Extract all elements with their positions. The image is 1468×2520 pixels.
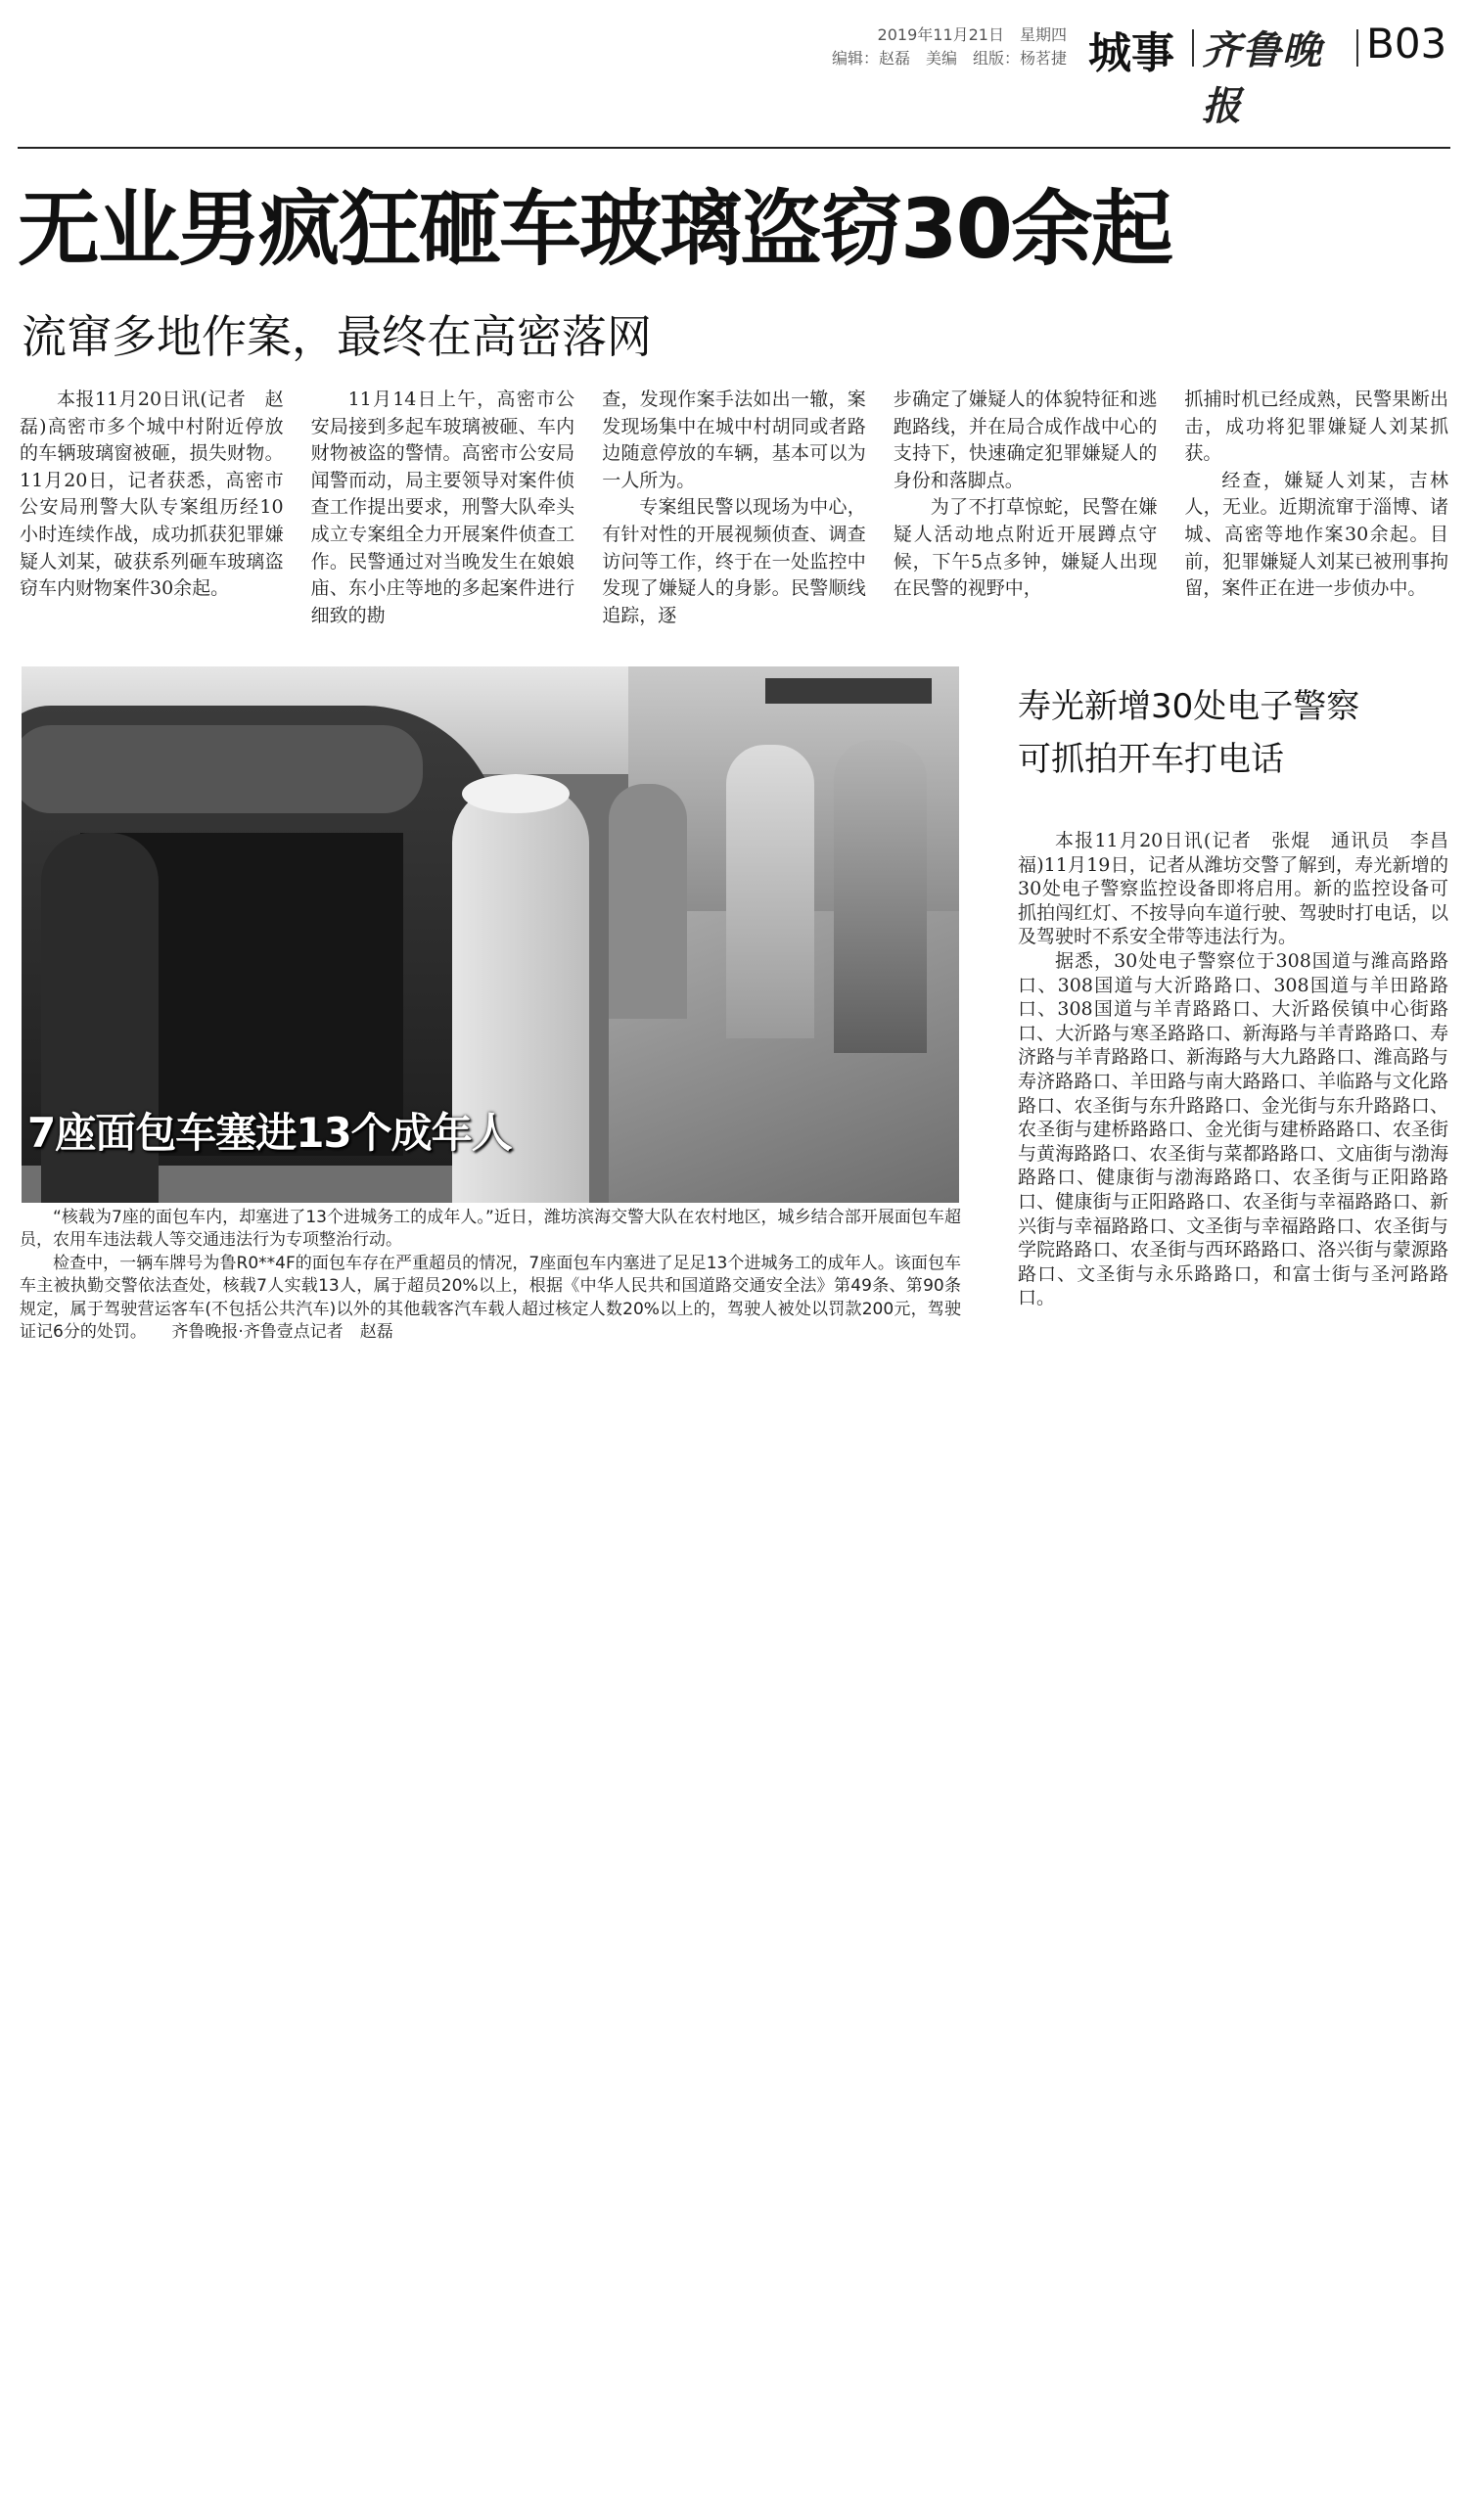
- caption-paragraph: 检查中，一辆车牌号为鲁R0**4F的面包车存在严重超员的情况，7座面包车内塞进了足足13个进城务工的成年人。该面包车车主被执勤交警依法查处，核载7人实载13人，属于超员20%以上，根据《中华人民共和国道路交通安全法》第49条、第90条规定，属于驾驶营运客车(不包括公共汽车)以外的其他载客汽车载人超过核定人数20%以上的，驾驶人被处以罚款200元，驾驶证记6分的处罚。 齐鲁晚报·齐鲁壹点记者 赵磊: [20, 1253, 961, 1343]
- caption-paragraph: “核载为7座的面包车内，却塞进了13个进城务工的成年人。”近日，潍坊滨海交警大队在农村地区，城乡结合部开展面包车超员，农用车违法载人等交通违法行为专项整治行动。: [20, 1208, 961, 1251]
- article-paragraph: 本报11月20日讯(记者 赵磊)高密市多个城中村附近停放的车辆玻璃窗被砸，损失财物。11月20日，记者获悉，高密市公安局刑警大队专案组历经10小时连续作战，成功抓获犯罪嫌疑人刘某，破获系列砸车玻璃盗窃车内财物案件30余起。: [20, 389, 284, 600]
- photo-passenger: [834, 740, 927, 1053]
- page-number: B03: [1366, 20, 1447, 68]
- side-paragraph: 本报11月20日讯(记者 张焜 通讯员 李昌福)11月19日，记者从潍坊交警了解到，寿光新增的30处电子警察监控设备即将启用。新的监控设备可抓拍闯红灯、不按导向车道行驶、驾驶时打电话，以及驾驶时不系安全带等违法行为。: [1018, 830, 1448, 948]
- side-article-title: [1018, 680, 1448, 786]
- main-headline: 无业男疯狂砸车玻璃盗窃30余起: [18, 181, 1171, 277]
- article-column-2: [311, 387, 575, 629]
- article-paragraph: 为了不打草惊蛇，民警在嫌疑人活动地点附近开展蹲点守候，下午5点多钟，嫌疑人出现在民警的视野中，: [893, 496, 1158, 600]
- newspaper-logo: 齐鲁晚报: [1202, 27, 1322, 129]
- main-article-body: [20, 387, 1448, 629]
- article-column-5: [1184, 387, 1448, 629]
- header-meta: [812, 23, 1067, 70]
- photo-overlay-caption: 7座面包车塞进13个成年人: [27, 1109, 512, 1157]
- issue-date: 2019年11月21日 星期四: [877, 25, 1067, 44]
- side-article-body: [1018, 829, 1448, 1310]
- article-paragraph: 经查，嫌疑人刘某，吉林人，无业。近期流窜于淄博、诸城、高密等地作案30余起。目前，犯罪嫌疑人刘某已被刑事拘留，案件正在进一步侦办中。: [1184, 469, 1448, 600]
- photo-shop-sign: [765, 678, 932, 704]
- news-photo: [22, 666, 959, 1203]
- photo-van-hatch: [22, 725, 423, 813]
- photo-officer-cap: [462, 774, 570, 813]
- section-name: 城事: [1088, 28, 1174, 78]
- article-paragraph: 查，发现作案手法如出一辙，案发现场集中在城中村胡同或者路边随意停放的车辆，基本可以为一人所为。: [602, 389, 866, 491]
- article-column-1: [20, 387, 284, 629]
- article-column-4: [894, 387, 1158, 629]
- article-column-3: [602, 387, 866, 629]
- header-divider: [1356, 29, 1358, 67]
- photo-caption-text: [20, 1207, 961, 1344]
- main-subheadline: 流窜多地作案，最终在高密落网: [22, 310, 652, 363]
- editors-credit: 编辑：赵磊 美编 组版：杨茗捷: [831, 49, 1067, 68]
- side-title-line: 可抓拍开车打电话: [1018, 740, 1284, 779]
- header-divider: [1192, 29, 1194, 67]
- article-paragraph: 11月14日上午，高密市公安局接到多起车玻璃被砸、车内财物被盗的警情。高密市公安局闻警而动，局主要领导对案件侦查工作提出要求，刑警大队牵头成立专案组全力开展案件侦查工作。民警通过对当晚发生在娘娘庙、东小庄等地的多起案件进行细致的勘: [310, 389, 575, 626]
- article-paragraph: 步确定了嫌疑人的体貌特征和逃跑路线，并在局合成作战中心的支持下，快速确定犯罪嫌疑人的身份和落脚点。: [893, 389, 1158, 491]
- side-title-line: 寿光新增30处电子警察: [1018, 687, 1360, 726]
- article-paragraph: 专案组民警以现场为中心，有针对性的开展视频侦查、调查访问等工作，终于在一处监控中发现了嫌疑人的身影。民警顺线追踪，逐: [602, 496, 866, 626]
- photo-passenger: [609, 784, 687, 1019]
- photo-passenger: [726, 745, 814, 1038]
- header-rule: [18, 147, 1450, 149]
- article-paragraph: 抓捕时机已经成熟，民警果断出击，成功将犯罪嫌疑人刘某抓获。: [1184, 389, 1448, 465]
- side-paragraph: 据悉，30处电子警察位于308国道与潍高路路口、308国道与大沂路路口、308国道与羊田路路口、308国道与羊青路路口、大沂路侯镇中心街路口、大沂路与寒圣路路口、新海路与羊青路路口、寿济路与羊青路路口、新海路与大九路路口、潍高路与寿济路路口、羊田路与南大路路口、羊临路与文化路路口、农圣街与东升路路口、金光街与东升路路口、农圣街与建桥路路口、金光街与建桥路路口、农圣街与黄海路路口、农圣街与菜都路路口、文庙街与渤海路路口、健康街与渤海路路口、农圣街与正阳路路口、健康街与正阳路路口、农圣街与幸福路路口、新兴街与幸福路路口、文圣街与幸福路路口、农圣街与学院路路口、农圣街与西环路路口、洛兴街与蒙源路路口、文圣街与永乐路路口，和富士街与圣河路路口。: [1018, 949, 1448, 1309]
